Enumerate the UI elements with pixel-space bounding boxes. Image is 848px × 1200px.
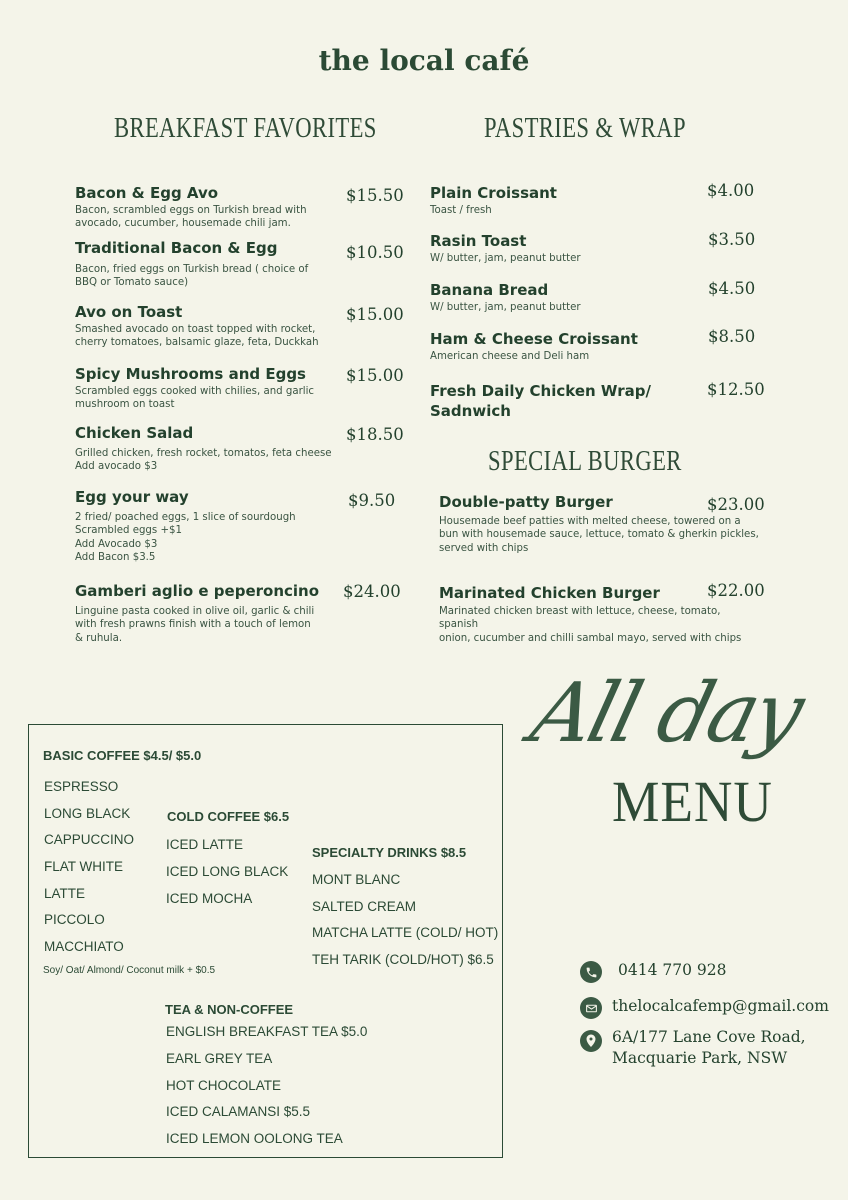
menu-item-description: Scrambled eggs cooked with chilies, and garlic mushroom on toast bbox=[75, 386, 315, 411]
menu-item-price: $12.50 bbox=[707, 380, 765, 399]
menu-item-name: Avo on Toast bbox=[75, 303, 183, 321]
menu-item-name: Spicy Mushrooms and Eggs bbox=[75, 365, 306, 383]
menu-item-description: W/ butter, jam, peanut butter bbox=[430, 302, 581, 313]
drink-item: HOT CHOCOLATE bbox=[166, 1078, 282, 1093]
menu-item-description: 2 fried/ poached eggs, 1 slice of sourdough Scrambled eggs +$1 Add Avocado $3 Add Bacon $3.5 bbox=[75, 512, 296, 564]
menu-item-name: Gamberi aglio e peperoncino bbox=[75, 582, 320, 600]
menu-item-price: $10.50 bbox=[346, 243, 404, 262]
menu-item bbox=[430, 231, 690, 265]
menu-item-name: Egg your way bbox=[75, 488, 189, 506]
menu-item bbox=[430, 280, 690, 314]
phone-icon bbox=[580, 961, 602, 983]
menu-item-price: $15.00 bbox=[346, 366, 404, 385]
drink-item: CAPPUCCINO bbox=[44, 832, 135, 847]
menu-item bbox=[75, 183, 355, 231]
drink-item: ICED MOCHA bbox=[166, 891, 253, 906]
menu-item-name: Fresh Daily Chicken Wrap/ Sadnwich bbox=[430, 382, 651, 420]
menu-item bbox=[430, 329, 700, 363]
menu-item-price: $18.50 bbox=[346, 425, 404, 444]
menu-item bbox=[75, 487, 355, 565]
menu-item-price: $8.50 bbox=[708, 327, 756, 346]
menu-item-price: $15.50 bbox=[346, 186, 404, 205]
menu-item bbox=[75, 581, 355, 645]
drink-item: TEH TARIK (COLD/HOT) $6.5 bbox=[312, 952, 494, 967]
menu-item-name: Bacon & Egg Avo bbox=[75, 184, 219, 202]
menu-item bbox=[75, 423, 365, 474]
drink-item: ICED LONG BLACK bbox=[166, 864, 289, 879]
menu-item-description: Grilled chicken, fresh rocket, tomatos, feta cheese Add avocado $3 bbox=[75, 448, 332, 473]
menu-item bbox=[430, 381, 700, 421]
menu-item-description: W/ butter, jam, peanut butter bbox=[430, 253, 581, 264]
menu-title: MENU bbox=[612, 769, 773, 834]
menu-item-name: Traditional Bacon & Egg bbox=[75, 239, 278, 257]
breakfast-section-title: BREAKFAST FAVORITES bbox=[114, 112, 377, 144]
address: 6A/177 Lane Cove Road, Macquarie Park, NSW bbox=[612, 1028, 806, 1067]
drink-item: EARL GREY TEA bbox=[166, 1051, 273, 1066]
menu-item bbox=[430, 183, 690, 217]
menu-item-description: Linguine pasta cooked in olive oil, garlic & chili with fresh prawns finish with a touch of lemon & ruhula. bbox=[75, 606, 315, 644]
milk-note: Soy/ Oat/ Almond/ Coconut milk + $0.5 bbox=[43, 965, 216, 976]
pastries-section-title: PASTRIES & WRAP bbox=[484, 112, 686, 144]
drink-item: FLAT WHITE bbox=[44, 859, 124, 874]
menu-item-name: Plain Croissant bbox=[430, 184, 557, 202]
burger-section-title: SPECIAL BURGER bbox=[488, 445, 682, 477]
menu-item-price: $4.00 bbox=[707, 181, 755, 200]
menu-item-price: $9.50 bbox=[348, 491, 396, 510]
location-pin-icon bbox=[580, 1030, 602, 1052]
menu-item-description: Marinated chicken breast with lettuce, cheese, tomato, spanish onion, cucumber and chilli sambal mayo, served with chips bbox=[439, 606, 742, 644]
drink-item: MATCHA LATTE (COLD/ HOT) bbox=[312, 925, 499, 940]
drink-item: MONT BLANC bbox=[312, 872, 401, 887]
drink-item: PICCOLO bbox=[44, 912, 105, 927]
menu-item-price: $22.00 bbox=[707, 581, 765, 600]
phone-number[interactable]: 0414 770 928 bbox=[618, 961, 727, 979]
drink-item: ICED CALAMANSI $5.5 bbox=[166, 1104, 311, 1119]
menu-item-description: Toast / fresh bbox=[430, 205, 492, 216]
cold-coffee-heading: COLD COFFEE $6.5 bbox=[167, 809, 290, 824]
email-address[interactable]: thelocalcafemp@gmail.com bbox=[612, 997, 829, 1015]
menu-item-description: Bacon, scrambled eggs on Turkish bread with avocado, cucumber, housemade chili jam. bbox=[75, 205, 307, 230]
menu-item-price: $3.50 bbox=[708, 230, 756, 249]
drink-item: ICED LATTE bbox=[166, 837, 244, 852]
drink-item: ICED LEMON OOLONG TEA bbox=[166, 1131, 343, 1146]
all-day-script: All day bbox=[522, 666, 811, 761]
drink-item: ESPRESSO bbox=[44, 779, 119, 794]
menu-item-name: Banana Bread bbox=[430, 281, 549, 299]
menu-item-description: Housemade beef patties with melted cheese, towered on a bun with housemade sauce, lettuce, tomato & gherkin pickles, served with chips bbox=[439, 516, 759, 554]
menu-item-description: American cheese and Deli ham bbox=[430, 351, 590, 362]
envelope-icon bbox=[580, 997, 602, 1019]
drink-item: SALTED CREAM bbox=[312, 899, 417, 914]
menu-item-name: Double-patty Burger bbox=[439, 493, 613, 511]
menu-item-name: Marinated Chicken Burger bbox=[439, 584, 660, 602]
basic-coffee-heading: BASIC COFFEE $4.5/ $5.0 bbox=[43, 748, 202, 763]
menu-item-description: Smashed avocado on toast topped with rocket, cherry tomatoes, balsamic glaze, feta, Duckkah bbox=[75, 324, 319, 349]
drink-item: LONG BLACK bbox=[44, 806, 131, 821]
menu-item-name: Ham & Cheese Croissant bbox=[430, 330, 638, 348]
drink-item: LATTE bbox=[44, 886, 86, 901]
cafe-title: the local café bbox=[318, 44, 530, 77]
menu-item-price: $24.00 bbox=[343, 582, 401, 601]
menu-item bbox=[75, 364, 355, 412]
menu-item-description: Bacon, fried eggs on Turkish bread ( choice of BBQ or Tomato sauce) bbox=[75, 264, 309, 289]
menu-item-price: $4.50 bbox=[708, 279, 756, 298]
menu-item bbox=[75, 302, 355, 350]
menu-item-name: Chicken Salad bbox=[75, 424, 194, 442]
tea-heading: TEA & NON-COFFEE bbox=[165, 1002, 294, 1017]
menu-item-price: $15.00 bbox=[346, 305, 404, 324]
drink-item: MACCHIATO bbox=[44, 939, 124, 954]
menu-item-name: Rasin Toast bbox=[430, 232, 527, 250]
drink-item: ENGLISH BREAKFAST TEA $5.0 bbox=[166, 1024, 368, 1039]
specialty-drinks-heading: SPECIALTY DRINKS $8.5 bbox=[312, 845, 467, 860]
menu-item-price: $23.00 bbox=[707, 495, 765, 514]
menu-item bbox=[75, 238, 355, 290]
